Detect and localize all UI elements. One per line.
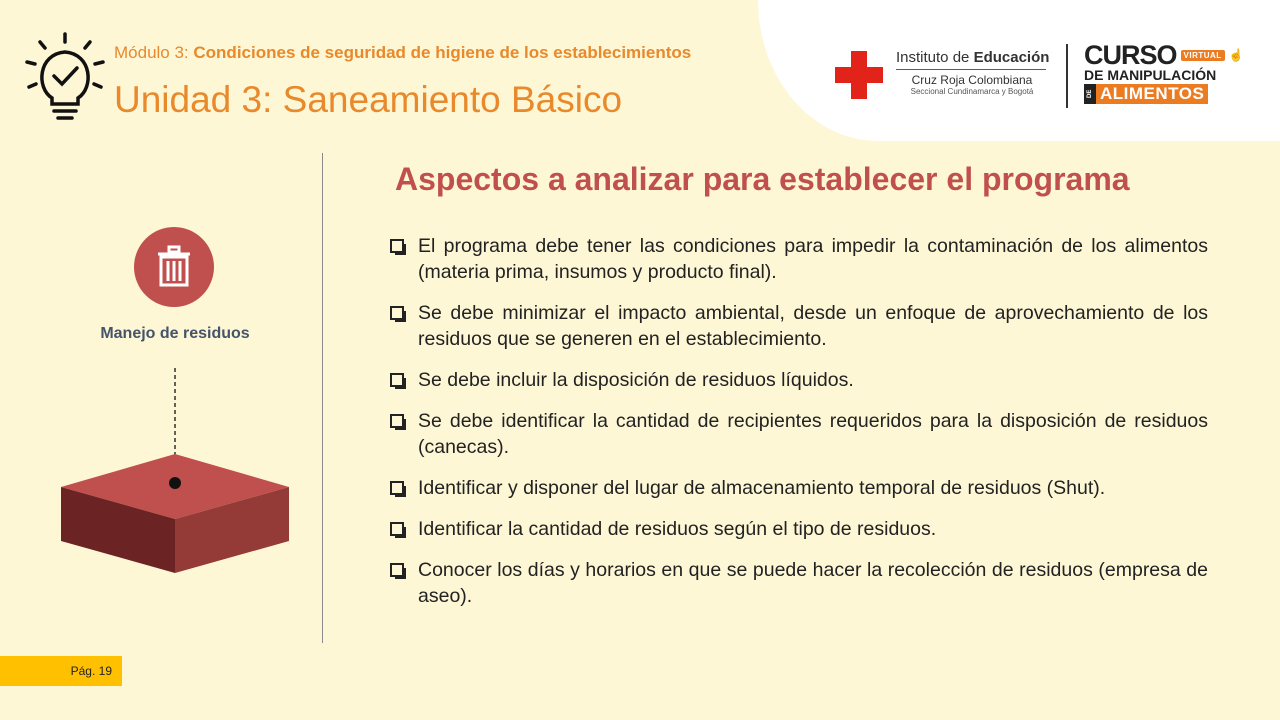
bullet-text: Se debe incluir la disposición de residuos líquidos.	[418, 369, 854, 391]
trash-icon	[156, 245, 192, 287]
checkbox-bullet-icon	[390, 373, 404, 387]
course-de: DE	[1084, 84, 1096, 104]
pointer-hand-icon: ☝	[1228, 48, 1244, 62]
bullet-text: Conocer los días y horarios en que se puede hacer la recolección de residuos (empresa de aseo).	[418, 559, 1208, 607]
bullet-text: Identificar y disponer del lugar de almacenamiento temporal de residuos (Shut).	[418, 477, 1106, 499]
unit-title: Unidad 3: Saneamiento Básico	[114, 79, 623, 120]
red-cross-icon	[835, 51, 883, 99]
module-prefix: Módulo 3:	[114, 43, 194, 62]
course-line3: ALIMENTOS	[1096, 84, 1208, 104]
virtual-badge: VIRTUAL	[1181, 50, 1225, 61]
module-title: Condiciones de seguridad de higiene de los establecimientos	[193, 43, 692, 62]
bullet-item	[388, 367, 1208, 393]
course-line2: DE MANIPULACIÓN	[1084, 67, 1217, 83]
institute-bold: Educación	[973, 49, 1050, 66]
checkbox-bullet-icon	[390, 563, 404, 577]
trash-icon-circle	[134, 227, 214, 307]
lightbulb-check-icon	[22, 32, 108, 122]
institute-branch: Seccional Cundinamarca y Bogotá	[910, 87, 1034, 96]
bullet-item	[388, 408, 1208, 460]
checkbox-bullet-icon	[390, 239, 404, 253]
module-line	[114, 43, 691, 63]
bullet-item	[388, 516, 1208, 542]
course-logo	[1084, 40, 1244, 104]
course-word: CURSO	[1084, 40, 1177, 70]
logo-divider	[1066, 44, 1068, 108]
pedestal-box	[58, 362, 292, 578]
bullet-item	[388, 475, 1208, 501]
page-number: Pág. 19	[0, 656, 122, 686]
bullet-text: Se debe minimizar el impacto ambiental, desde un enfoque de aprovechamiento de los residuos que se generen en el establecimiento.	[418, 302, 1208, 350]
checkbox-bullet-icon	[390, 481, 404, 495]
category-label: Manejo de residuos	[100, 325, 250, 342]
bullet-item	[388, 300, 1208, 352]
checkbox-bullet-icon	[390, 522, 404, 536]
course-logo-top	[1084, 40, 1244, 70]
bullet-text: Se debe identificar la cantidad de recipientes requeridos para la disposición de residuos (canecas).	[418, 410, 1208, 458]
bullet-text: Identificar la cantidad de residuos según el tipo de residuos.	[418, 518, 937, 540]
institute-org: Cruz Roja Colombiana	[911, 73, 1033, 87]
bullet-item	[388, 233, 1208, 285]
bullet-list	[388, 233, 1208, 624]
checkbox-bullet-icon	[390, 414, 404, 428]
checkbox-bullet-icon	[390, 306, 404, 320]
course-logo-bottom	[1084, 84, 1234, 104]
institute-logo	[896, 49, 1048, 96]
institute-prefix: Instituto de	[896, 49, 974, 66]
institute-rule	[896, 69, 1046, 70]
institute-name	[896, 49, 1048, 66]
vertical-divider	[322, 153, 323, 643]
section-heading: Aspectos a analizar para establecer el programa	[395, 161, 1130, 197]
bullet-item	[388, 557, 1208, 609]
bullet-text: El programa debe tener las condiciones para impedir la contaminación de los alimentos (materia prima, insumos y producto final).	[418, 235, 1208, 283]
